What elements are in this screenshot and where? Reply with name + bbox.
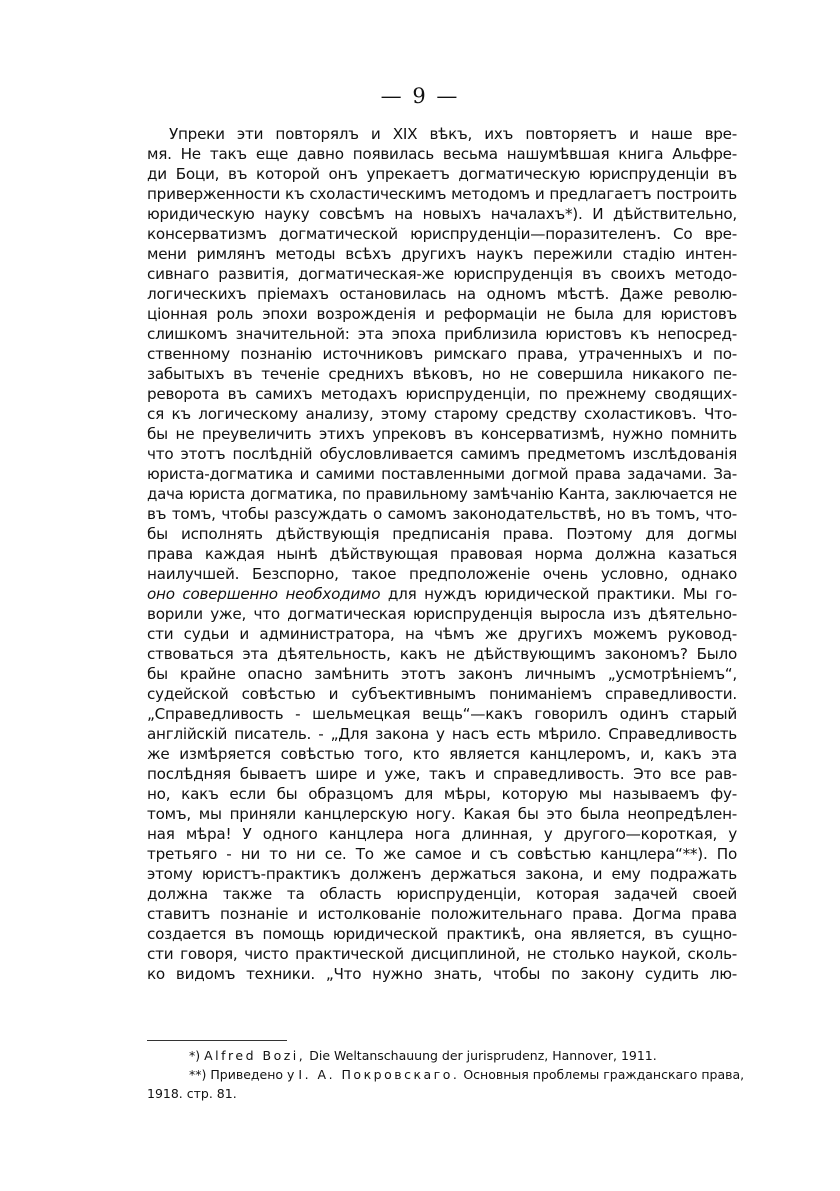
text-line: ціонная роль эпохи возрожденія и реформаціи не была для юристовъ bbox=[147, 305, 737, 323]
text-line: мени римлянъ методы всѣхъ другихъ наукъ пережили стадію интен- bbox=[147, 245, 737, 263]
text-line: ствоваться эта дѣятельность, какъ не дѣйствующимъ закономъ? Было bbox=[147, 645, 737, 663]
footnote-1-mark: *) bbox=[189, 1048, 201, 1063]
text-line: Упреки эти повторялъ и XIX вѣкъ, ихъ повторяетъ и наше вре- bbox=[169, 125, 737, 143]
text-line: же измѣряется совѣстью того, кто является канцлеромъ, и, какъ эта bbox=[147, 745, 737, 763]
text-line: ди Боци, въ которой онъ упрекаетъ догматическую юриспруденціи въ bbox=[147, 165, 737, 183]
footnote-2-continuation: 1918. стр. 81. bbox=[147, 1086, 237, 1101]
text-line: сти говоря, чисто практической дисциплиной, не столько наукой, сколь- bbox=[147, 945, 737, 963]
footnote-1-text: Die Weltanschauung der jurisprudenz, Hannover, 1911. bbox=[309, 1048, 657, 1063]
text-line: но, какъ если бы образцомъ для мѣры, которую мы называемъ фу- bbox=[147, 785, 737, 803]
italic-phrase: оно совершенно необходимо bbox=[147, 585, 381, 603]
text-line: послѣдняя бываетъ шире и уже, такъ и справедливость. Это все рав- bbox=[147, 765, 737, 783]
text-line: бы крайне опасно замѣнить этотъ законъ личнымъ „усмотрѣніемъ“, bbox=[147, 665, 737, 683]
text-line: создается въ помощь юридической практикѣ, она является, въ сущно- bbox=[147, 925, 737, 943]
text-line: ко видомъ техники. „Что нужно знать, чтобы по закону судить лю- bbox=[147, 965, 737, 983]
text-line: сти судьи и администратора, на чѣмъ же другихъ можемъ руковод- bbox=[147, 625, 737, 643]
text-line: мя. Не такъ еще давно появилась весьма нашумѣвшая книга Альфре- bbox=[147, 145, 737, 163]
text-line: бы не преувеличить этихъ упрековъ въ консерватизмѣ, нужно помнить bbox=[147, 425, 737, 443]
text-line: логическихъ пріемахъ остановилась на одномъ мѣстѣ. Даже револю- bbox=[147, 285, 737, 303]
text-line: ворили уже, что догматическая юриспруденція выросла изъ дѣятельно- bbox=[147, 605, 737, 623]
text-line: ставитъ познаніе и истолкованіе положительнаго права. Догма права bbox=[147, 905, 737, 923]
text-line: англійскій писатель. - „Для закона у насъ есть мѣрило. Справедливость bbox=[147, 725, 737, 743]
text-line: что этотъ послѣдній обусловливается самимъ предметомъ изслѣдованія bbox=[147, 445, 737, 463]
footnote-2-mark: **) bbox=[189, 1067, 207, 1082]
text-line: третьяго - ни то ни се. То же самое и съ совѣстью канцлера“**). По bbox=[147, 845, 737, 863]
text-line: ственному познанію источниковъ римскаго права, утраченныхъ и по- bbox=[147, 345, 737, 363]
text-line: томъ, мы приняли канцлерскую ногу. Какая бы это была неопредѣлен- bbox=[147, 805, 737, 823]
text-line: должна также та область юриспруденціи, которая задачей своей bbox=[147, 885, 737, 903]
text-line: въ томъ, чтобы разсуждать о самомъ законодательствѣ, но въ томъ, что- bbox=[147, 505, 737, 523]
text-line: бы исполнять дѣйствующія предписанія права. Поэтому для догмы bbox=[147, 525, 737, 543]
text-line: „Справедливость - шельмецкая вещь“—какъ говорилъ одинъ старый bbox=[147, 705, 737, 723]
footnote-2-text: Основныя проблемы гражданскаго права, bbox=[463, 1067, 745, 1082]
text-line: забытыхъ въ теченіе среднихъ вѣковъ, но не совершила никакого пе- bbox=[147, 365, 737, 383]
text-line: консерватизмъ догматической юриспруденціи—поразителенъ. Со вре- bbox=[147, 225, 737, 243]
text-line: дача юриста догматика, по правильному замѣчанію Канта, заключается не bbox=[147, 485, 737, 503]
text-line: наилучшей. Безспорно, такое предположеніе очень условно, однако bbox=[147, 565, 737, 583]
body-text bbox=[147, 124, 737, 984]
text-line: реворота въ самихъ методахъ юриспруденціи, по прежнему сводящих- bbox=[147, 385, 737, 403]
text-line: ся къ логическому анализу, этому старому средству схоластиковъ. Что- bbox=[147, 405, 737, 423]
text-line: юридическую науку совсѣмъ на новыхъ началахъ*). И дѣйствительно, bbox=[147, 205, 737, 223]
footnote-2 bbox=[147, 1065, 745, 1084]
footnote-2-prefix: Приведено у bbox=[210, 1067, 295, 1082]
text-line: этому юристъ-практикъ долженъ держаться закона, и ему подражать bbox=[147, 865, 737, 883]
footnote-1-author: Alfred Bozi, bbox=[204, 1048, 306, 1063]
footnotes bbox=[147, 1046, 745, 1103]
footnote-1 bbox=[147, 1046, 737, 1065]
footnote-2-author: І. А. Покровскаго. bbox=[298, 1067, 460, 1082]
text-line: юриста-догматика и самими поставленными догмой права задачами. За- bbox=[147, 465, 737, 483]
page-number: — 9 — bbox=[380, 84, 460, 108]
text-line: права каждая нынѣ дѣйствующая правовая норма должна казаться bbox=[147, 545, 737, 563]
text-line: ная мѣра! У одного канцлера нога длинная, у другого—короткая, у bbox=[147, 825, 737, 843]
text-line-rest: для нуждъ юридической практики. Мы го- bbox=[380, 585, 737, 603]
text-line: слишкомъ значительной: эта эпоха приблизила юристовъ къ непосред- bbox=[147, 325, 737, 343]
text-line: приверженности къ схоластическимъ методомъ и предлагаетъ построить bbox=[147, 185, 737, 203]
text-line: сивнаго развитія, догматическая-же юриспруденція въ своихъ методо- bbox=[147, 265, 737, 283]
footnote-rule bbox=[147, 1040, 287, 1041]
text-line-emphasis bbox=[147, 584, 737, 604]
text-line: судейской совѣстью и субъективнымъ пониманіемъ справедливости. bbox=[147, 685, 737, 703]
